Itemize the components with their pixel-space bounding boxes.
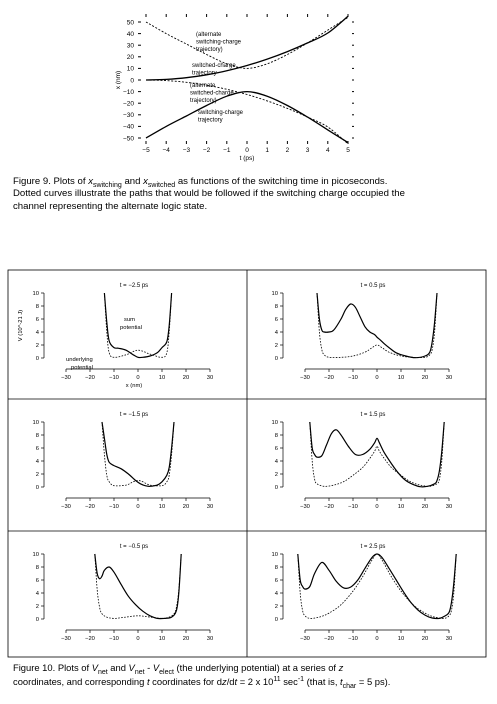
y-tick-label: 10 — [271, 420, 278, 426]
x-tick-label: 30 — [206, 636, 214, 642]
x-tick-label: 2 — [285, 147, 290, 154]
x-tick-label: 10 — [158, 636, 166, 642]
annotation-text: switching-charge — [196, 39, 242, 46]
sum-potential-curve — [317, 293, 437, 358]
y-tick-label: 10 — [32, 420, 39, 426]
y-tick-label: 50 — [126, 19, 134, 27]
y-tick-label: 0 — [274, 485, 278, 491]
x-tick-label: 0 — [136, 504, 140, 510]
x-tick-label: 30 — [206, 504, 214, 510]
x-tick-label: −10 — [348, 636, 358, 642]
y-tick-label: 2 — [35, 343, 39, 349]
sum-potential-curve — [102, 422, 174, 486]
sum-potential-curve — [298, 554, 456, 619]
y-tick-label: −40 — [122, 123, 134, 131]
x-tick-label: 30 — [445, 504, 453, 510]
fig10-panel-grid — [0, 262, 497, 662]
y-tick-label: 10 — [32, 552, 39, 558]
y-tick-label: 6 — [35, 446, 39, 452]
annotation-text: switched-charge — [192, 63, 236, 69]
sum-potential-annotation: sum — [124, 317, 135, 323]
y-tick-label: 8 — [274, 565, 278, 571]
x-tick-label: 0 — [375, 504, 379, 510]
x-tick-label: −30 — [300, 636, 310, 642]
x-tick-label: −20 — [85, 504, 95, 510]
x-tick-label: 20 — [421, 375, 429, 381]
x-tick-label: −10 — [109, 504, 119, 510]
fig9-caption-line1: Figure 9. Plots of $x_{switching}$ and $x_{switched}$ as functions of the switching time in picoseconds. — [13, 176, 388, 189]
x-tick-label: 10 — [158, 504, 166, 510]
y-tick-label: 10 — [271, 291, 278, 297]
x-tick-label: 30 — [206, 375, 214, 381]
y-tick-label: 6 — [274, 578, 278, 584]
series-line-3 — [146, 17, 348, 68]
y-tick-label: 0 — [130, 77, 134, 85]
y-axis-label: x (nm) — [115, 70, 122, 90]
x-tick-label: −20 — [324, 504, 334, 510]
y-tick-label: −30 — [122, 112, 134, 120]
y-tick-label: −10 — [122, 88, 134, 96]
x-tick-label: −5 — [142, 147, 150, 154]
underlying-potential-curve — [317, 293, 437, 358]
sum-potential-curve — [95, 554, 181, 619]
x-tick-label: 1 — [265, 147, 270, 154]
annotation-text: trajectory) — [196, 47, 223, 53]
y-tick-label: 4 — [35, 459, 39, 465]
y-tick-label: 0 — [35, 356, 39, 362]
x-tick-label: 10 — [397, 375, 405, 381]
underlying-potential-curve — [95, 554, 181, 618]
x-tick-label: −10 — [109, 636, 119, 642]
panel-time-label: t = 2.5 ps — [360, 544, 386, 550]
panel-2 — [272, 283, 453, 381]
x-tick-label: 0 — [136, 636, 140, 642]
x-tick-label: 20 — [182, 504, 190, 510]
y-tick-label: 0 — [274, 356, 278, 362]
x-axis-label: x (nm) — [125, 383, 143, 389]
y-tick-label: 6 — [274, 317, 278, 323]
panel-6 — [272, 544, 457, 642]
x-tick-label: 0 — [375, 375, 379, 381]
y-tick-label: 8 — [35, 304, 39, 310]
x-tick-label: −30 — [61, 504, 71, 510]
fig10-caption-line2: coordinates, and corresponding t coordinates for dz/dt = 2 x $10^{11}$ $\sec^{-1}$ (that is, $t_{char} = 5$ ps). — [13, 676, 391, 691]
panel-5 — [33, 544, 214, 642]
x-tick-label: 20 — [182, 636, 190, 642]
annotation-text: trajectory) — [190, 98, 217, 104]
annotation-text: switching-charge — [198, 110, 244, 116]
y-tick-label: 6 — [274, 446, 278, 452]
y-tick-label: 0 — [35, 617, 39, 623]
x-tick-label: −2 — [202, 147, 211, 154]
fig9-chart — [0, 0, 497, 175]
underlying-potential-annotation: underlying — [66, 357, 93, 363]
fig9-caption — [13, 176, 493, 213]
y-tick-label: 8 — [35, 433, 39, 439]
x-tick-label: −10 — [348, 504, 358, 510]
x-tick-label: −30 — [300, 375, 310, 381]
panel-1 — [18, 283, 213, 389]
x-axis-label: t (ps) — [239, 155, 255, 162]
panel-4 — [272, 412, 453, 510]
y-tick-label: 8 — [274, 304, 278, 310]
y-tick-label: 6 — [35, 317, 39, 323]
y-tick-label: 20 — [126, 54, 134, 62]
underlying-potential-curve — [310, 422, 444, 486]
y-tick-label: 2 — [35, 472, 39, 478]
y-tick-label: 8 — [35, 565, 39, 571]
annotation-text: trajectory — [192, 70, 217, 77]
y-tick-label: −20 — [122, 100, 134, 108]
annotation-text: trajectory — [198, 117, 223, 124]
y-tick-label: 10 — [126, 65, 134, 73]
y-tick-label: 10 — [32, 291, 39, 297]
x-tick-label: −30 — [61, 375, 71, 381]
x-tick-label: −10 — [348, 375, 358, 381]
y-axis-label: V (10^-21 J) — [18, 309, 24, 342]
x-tick-label: 30 — [445, 375, 453, 381]
x-tick-label: 10 — [397, 636, 405, 642]
y-tick-label: 4 — [274, 591, 278, 597]
x-tick-label: −20 — [324, 375, 334, 381]
panel-time-label: t = 0.5 ps — [360, 283, 386, 289]
y-tick-label: 2 — [274, 604, 278, 610]
x-tick-label: 0 — [245, 147, 249, 154]
y-tick-label: 8 — [274, 433, 278, 439]
y-tick-label: 2 — [274, 472, 278, 478]
y-tick-label: 0 — [35, 485, 39, 491]
sum-potential-curve — [310, 422, 444, 487]
fig9-caption-line3: channel representing the alternate logic state. — [13, 200, 208, 212]
annotation-text: switched-charge — [190, 90, 234, 97]
x-tick-label: 4 — [325, 147, 330, 154]
panel-time-label: t = 1.5 ps — [360, 412, 386, 418]
series-line-2 — [146, 92, 348, 143]
fig10-caption — [13, 662, 497, 689]
fig9-caption-line2: Dotted curves illustrate the paths that would be followed if the switching charge occupied the — [13, 188, 405, 200]
x-tick-label: 20 — [421, 636, 429, 642]
x-tick-label: −3 — [182, 147, 191, 154]
y-tick-label: 6 — [35, 578, 39, 584]
x-tick-label: −20 — [85, 375, 95, 381]
y-tick-label: 4 — [274, 330, 278, 336]
panel-3 — [33, 412, 214, 510]
y-tick-label: 10 — [271, 552, 278, 558]
series-line-4 — [146, 80, 348, 144]
x-tick-label: 20 — [182, 375, 190, 381]
x-tick-label: −1 — [223, 147, 231, 154]
x-tick-label: 30 — [445, 636, 453, 642]
x-tick-label: 0 — [375, 636, 379, 642]
annotation-text: (alternate — [190, 83, 216, 89]
x-tick-label: 20 — [421, 504, 429, 510]
x-tick-label: 10 — [158, 375, 166, 381]
annotation-text: (alternate — [196, 32, 222, 38]
y-tick-label: 2 — [274, 343, 278, 349]
x-tick-label: −20 — [324, 636, 334, 642]
x-tick-label: −30 — [61, 636, 71, 642]
y-tick-label: 4 — [35, 330, 39, 336]
x-tick-label: 0 — [136, 375, 140, 381]
underlying-potential-annotation: potential — [71, 365, 93, 371]
x-tick-label: −4 — [162, 147, 170, 154]
y-tick-label: 4 — [35, 591, 39, 597]
x-tick-label: −20 — [85, 636, 95, 642]
x-tick-label: −30 — [300, 504, 310, 510]
series-line-1 — [146, 16, 348, 80]
panel-time-label: t = −0.5 ps — [119, 544, 149, 550]
y-tick-label: −50 — [122, 135, 134, 143]
x-tick-label: 5 — [346, 147, 350, 154]
underlying-potential-curve — [298, 554, 456, 618]
y-tick-label: 4 — [274, 459, 278, 465]
y-tick-label: 40 — [126, 30, 134, 38]
panel-time-label: t = −1.5 ps — [119, 412, 149, 418]
sum-potential-annotation: potential — [120, 325, 142, 331]
y-tick-label: 0 — [274, 617, 278, 623]
underlying-potential-curve — [102, 422, 174, 486]
x-tick-label: 10 — [397, 504, 405, 510]
x-tick-label: −10 — [109, 375, 119, 381]
y-tick-label: 30 — [126, 42, 134, 50]
y-tick-label: 2 — [35, 604, 39, 610]
panel-time-label: t = −2.5 ps — [119, 283, 149, 289]
fig10-caption-line1: Figure 10. Plots of $V_{net}$ and $V_{net} - V_{elect}$ (the underlying potential) at a series of z — [13, 662, 344, 676]
x-tick-label: 3 — [305, 147, 310, 154]
